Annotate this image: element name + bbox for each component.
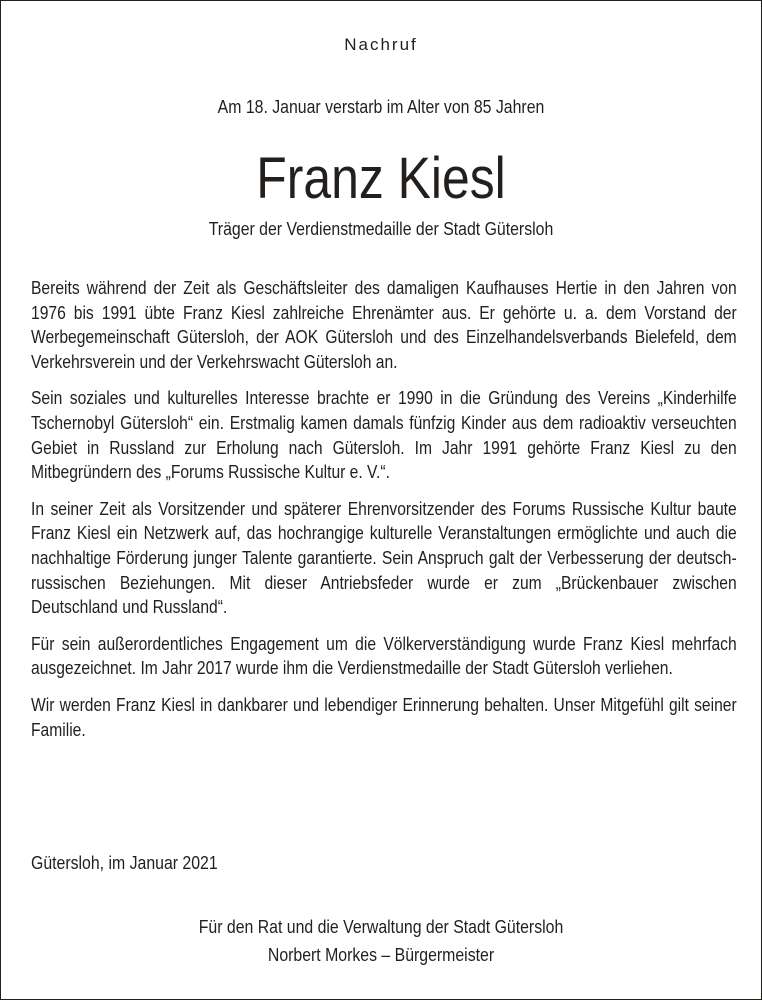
paragraph-forum: In seiner Zeit als Vorsitzender und späterer Ehrenvorsitzender des Forums Russische Kultur baute Franz Kiesl ein Netzwerk auf, das hochrangige kulturelle Veranstaltungen ermöglichte und auch die nachhaltige Förderung junger Talente garantierte. Sein Anspruch galt der Verbesserung der deutsch-russischen Beziehungen. Mit dieser Antriebsfeder wurde er zum „Brückenbauer zwischen Deutschland und Russland“. bbox=[31, 498, 737, 618]
signatory: Norbert Morkes – Bürgermeister bbox=[267, 945, 495, 965]
paragraph-awards: Für sein außerordentliches Engagement um die Völkerverständigung wurde Franz Kiesl mehrfach ausgezeichnet. Im Jahr 2017 wurde ihm die Verdienstmedaille der Stadt Gütersloh verliehen. bbox=[31, 633, 737, 679]
obituary-heading: Nachruf bbox=[344, 35, 418, 54]
deceased-name: Franz Kiesl bbox=[256, 146, 506, 211]
paragraph-remembrance: Wir werden Franz Kiesl in dankbarer und lebendiger Erinnerung behalten. Unser Mitgefühl gilt seiner Familie. bbox=[31, 694, 737, 740]
obituary-body bbox=[31, 276, 737, 754]
paragraph-career: Bereits während der Zeit als Geschäftsleiter des damaligen Kaufhauses Hertie in den Jahren von 1976 bis 1991 übte Franz Kiesl zahlreiche Ehrenämter aus. Er gehörte u. a. dem Vorstand der Werbegemeinschaft Gütersloh, der AOK Gütersloh und des Einzelhandelsverbands Bielefeld, dem Verkehrsverein und der Verkehrswacht Gütersloh an. bbox=[31, 278, 737, 372]
deceased-honor: Träger der Verdienstmedaille der Stadt Gütersloh bbox=[208, 219, 554, 239]
signing-organization: Für den Rat und die Verwaltung der Stadt Gütersloh bbox=[198, 917, 564, 937]
paragraph-charity: Sein soziales und kulturelles Interesse brachte er 1990 in die Gründung des Vereins „Kinderhilfe Tschernobyl Gütersloh“ ein. Erstmalig kamen damals fünfzig Kinder aus dem radioaktiv verseuchten Gebiet in Russland zur Erholung nach Gütersloh. Im Jahr 1991 gehörte Franz Kiesl zu den Mitbegründern des „Forums Russische Kultur e. V.“. bbox=[31, 388, 737, 483]
place-and-date: Gütersloh, im Januar 2021 bbox=[31, 853, 218, 873]
death-announcement: Am 18. Januar verstarb im Alter von 85 Jahren bbox=[217, 97, 545, 117]
